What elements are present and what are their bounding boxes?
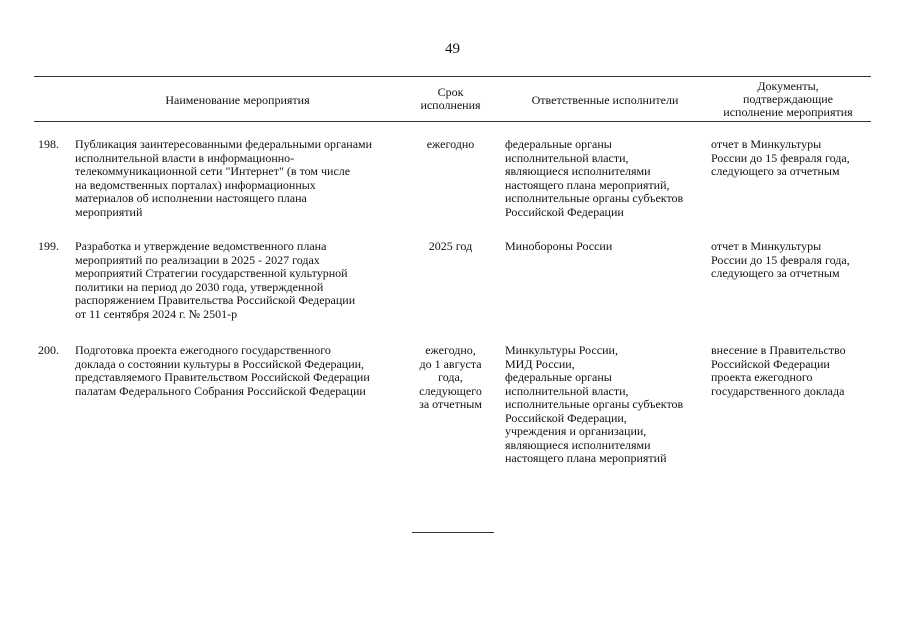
row-responsible-line: настоящего плана мероприятий,: [505, 177, 670, 192]
table-top-rule: [34, 76, 871, 77]
header-name-line: Наименование мероприятия: [165, 93, 310, 107]
row-documents-line: России до 15 февраля года,: [711, 150, 850, 165]
row-name-line: телекоммуникационной сети "Интернет" (в том числе: [75, 164, 351, 178]
row-name: [75, 240, 400, 321]
row-number: 200.: [38, 343, 59, 357]
row-responsible: [505, 240, 705, 254]
row-term-line: 2025 год: [428, 239, 473, 253]
row-responsible-line: являющиеся исполнителями: [505, 437, 651, 452]
row-documents: [711, 344, 881, 398]
row-name-line: Публикация заинтересованными федеральными органами: [75, 137, 373, 151]
row-documents-line: внесение в Правительство: [711, 343, 846, 357]
row-responsible-line: федеральные органы: [505, 137, 612, 151]
header-documents-line: Документы,: [757, 79, 819, 93]
row-name-line: мероприятий по реализации в 2025 - 2027 годах: [75, 252, 320, 267]
row-term-line: следующего: [419, 383, 482, 398]
header-term-line: Срок: [437, 85, 464, 99]
row-name-line: на ведомственных порталах) информационных: [75, 177, 316, 192]
header-documents-line: подтверждающие: [742, 92, 834, 106]
row-documents: [711, 240, 881, 281]
row-term: [398, 344, 503, 412]
row-responsible-line: учреждения и организации,: [505, 424, 647, 438]
header-term: [398, 86, 503, 112]
row-term-line: до 1 августа: [419, 356, 482, 371]
page-number: 49: [445, 41, 460, 57]
row-name-line: мероприятий: [75, 204, 143, 219]
row-responsible-line: являющиеся исполнителями: [505, 164, 651, 178]
row-name-line: доклада о состоянии культуры в Российской Федерации,: [75, 356, 365, 371]
row-responsible-line: исполнительной власти,: [505, 150, 629, 165]
row-name-line: представляемого Правительством Российской Федерации: [75, 370, 370, 384]
row-number: 199.: [38, 239, 59, 253]
row-responsible-line: исполнительные органы субъектов: [505, 397, 684, 411]
row-responsible-line: МИД России,: [505, 356, 575, 371]
row-responsible-line: настоящего плана мероприятий: [505, 451, 667, 465]
row-name-line: мероприятий Стратегии государственной культурной: [75, 266, 348, 280]
row-term: [398, 240, 503, 254]
row-documents-line: следующего за отчетным: [711, 164, 840, 178]
row-documents-line: России до 15 февраля года,: [711, 252, 850, 267]
row-name-line: палатам Федерального Собрания Российской Федерации: [75, 383, 366, 398]
row-responsible: [505, 344, 705, 466]
row-name-line: исполнительной власти в информационно-: [75, 150, 295, 165]
table-header-bottom-rule: [34, 121, 871, 122]
row-responsible-line: исполнительные органы субъектов: [505, 191, 684, 205]
row-documents: [711, 138, 881, 179]
row-term-line: ежегодно: [426, 137, 475, 151]
header-documents: [705, 80, 871, 119]
row-responsible-line: Минкультуры России,: [505, 343, 618, 357]
header-documents-line: исполнение мероприятия: [723, 105, 853, 119]
header-responsible: [505, 94, 705, 107]
row-documents-line: отчет в Минкультуры: [711, 239, 822, 253]
footer-divider: [412, 532, 494, 533]
row-responsible-line: Минобороны России: [505, 239, 613, 253]
row-term-line: ежегодно,: [425, 343, 476, 357]
row-name-line: политики на период до 2030 года, утвержденной: [75, 279, 324, 294]
row-name-line: Разработка и утверждение ведомственного плана: [75, 239, 327, 253]
row-name-line: материалов об исполнении настоящего плана: [75, 191, 307, 205]
row-name-line: распоряжением Правительства Российской Федерации: [75, 293, 356, 307]
row-name-line: от 11 сентября 2024 г. № 2501-р: [75, 306, 238, 321]
row-term: [398, 138, 503, 152]
row-documents-line: проекта ежегодного: [711, 370, 813, 384]
row-responsible-line: Российской Федерации: [505, 204, 624, 219]
row-name: [75, 138, 400, 219]
row-name: [75, 344, 400, 398]
row-responsible: [505, 138, 705, 219]
row-documents-line: отчет в Минкультуры: [711, 137, 822, 151]
header-term-line: исполнения: [420, 98, 481, 112]
header-responsible-line: Ответственные исполнители: [531, 93, 679, 107]
row-documents-line: государственного доклада: [711, 383, 845, 398]
row-responsible-line: федеральные органы: [505, 370, 612, 384]
row-responsible-line: Российской Федерации,: [505, 410, 627, 425]
row-name-line: Подготовка проекта ежегодного государственного: [75, 343, 331, 357]
row-responsible-line: исполнительной власти,: [505, 383, 629, 398]
row-term-line: за отчетным: [419, 397, 482, 411]
row-term-line: года,: [438, 370, 463, 384]
row-documents-line: Российской Федерации: [711, 356, 830, 371]
row-number: 198.: [38, 137, 59, 151]
row-documents-line: следующего за отчетным: [711, 266, 840, 280]
header-name: [75, 94, 400, 107]
